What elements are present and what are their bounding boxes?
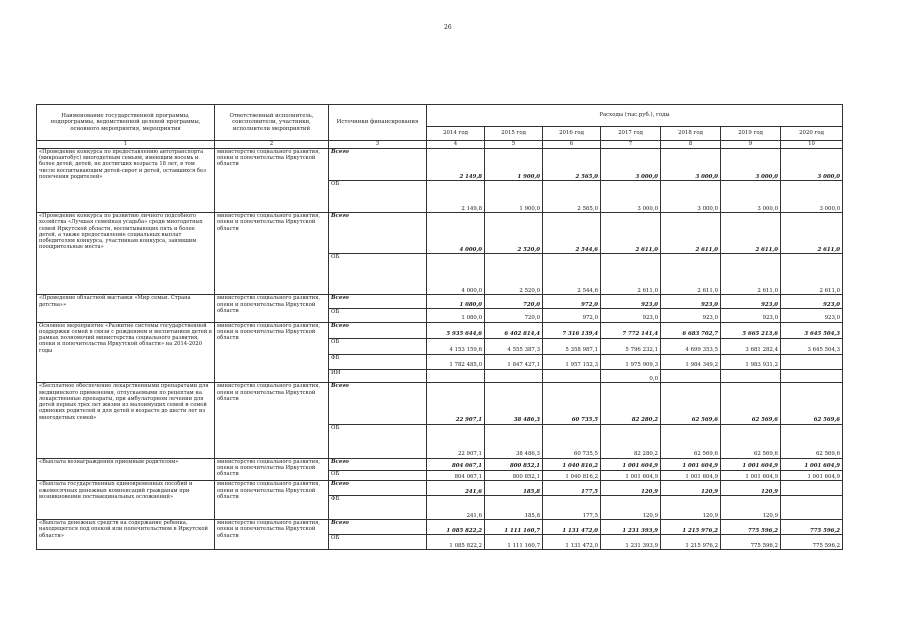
funding-source-cell: ОБ bbox=[329, 424, 427, 458]
expense-value-cell: 1 040 816,2 bbox=[543, 458, 601, 470]
column-number: 3 bbox=[329, 141, 427, 149]
expense-value-cell bbox=[543, 369, 601, 383]
expense-value-cell: 2 544,6 bbox=[543, 254, 601, 295]
column-number: 2 bbox=[215, 141, 329, 149]
expense-value-cell: 804 067,1 bbox=[427, 458, 485, 470]
header-year: 2014 год bbox=[427, 127, 485, 141]
expense-value-cell: 923,0 bbox=[601, 295, 661, 309]
expense-value-cell: 5 665 213,6 bbox=[721, 322, 781, 338]
column-number: 4 bbox=[427, 141, 485, 149]
funding-source-cell: ОБ bbox=[329, 181, 427, 213]
expense-value-cell: 120,9 bbox=[721, 481, 781, 496]
expense-value-cell: 120,9 bbox=[601, 481, 661, 496]
expense-value-cell: 62 569,6 bbox=[721, 424, 781, 458]
expense-value-cell: 1 111 160,7 bbox=[485, 520, 543, 535]
expense-value-cell bbox=[781, 496, 843, 520]
expense-value-cell: 120,9 bbox=[721, 496, 781, 520]
expense-value-cell: 1 847 427,1 bbox=[485, 354, 543, 369]
funding-source-cell: Всего bbox=[329, 213, 427, 254]
funding-source-cell: ОБ bbox=[329, 535, 427, 550]
expense-value-cell: 800 852,1 bbox=[485, 458, 543, 470]
expense-value-cell: 720,0 bbox=[485, 309, 543, 323]
column-number-row bbox=[37, 141, 843, 149]
expense-value-cell: 1 001 604,9 bbox=[661, 458, 721, 470]
expense-value-cell: 1 001 604,9 bbox=[661, 470, 721, 481]
header-expenses: Расходы (тыс.руб.), годы bbox=[427, 105, 843, 127]
column-number: 5 bbox=[485, 141, 543, 149]
expense-value-cell: 4 699 353,5 bbox=[661, 338, 721, 354]
expense-value-cell: 7 772 141,4 bbox=[601, 322, 661, 338]
executor-cell: министерство социального развития, опеки и попечительства Иркутской области bbox=[215, 295, 329, 322]
expense-value-cell: 62 569,6 bbox=[661, 383, 721, 424]
expense-value-cell: 775 596,2 bbox=[721, 535, 781, 550]
expense-value-cell: 2 611,0 bbox=[661, 213, 721, 254]
program-name-cell: «Выплата денежных средств на содержание ребенка, находящегося под опекой или попечительством в Иркутской области» bbox=[37, 520, 215, 550]
expense-value-cell: 6 402 814,4 bbox=[485, 322, 543, 338]
expense-value-cell: 923,0 bbox=[661, 295, 721, 309]
expense-value-cell: 1 001 604,9 bbox=[781, 470, 843, 481]
expense-value-cell: 1 001 604,9 bbox=[781, 458, 843, 470]
expense-value-cell: 1 131 472,0 bbox=[543, 520, 601, 535]
expense-value-cell: 804 067,1 bbox=[427, 470, 485, 481]
expense-value-cell: 3 645 504,3 bbox=[781, 322, 843, 338]
header-year: 2019 год bbox=[721, 127, 781, 141]
expense-value-cell: 2 149,8 bbox=[427, 181, 485, 213]
expense-value-cell: 1 231 393,9 bbox=[601, 520, 661, 535]
page-number: 26 bbox=[444, 24, 452, 31]
expense-value-cell: 923,0 bbox=[601, 309, 661, 323]
column-number: 1 bbox=[37, 141, 215, 149]
expense-value-cell: 923,0 bbox=[781, 309, 843, 323]
column-number: 10 bbox=[781, 141, 843, 149]
expense-value-cell: 120,9 bbox=[661, 481, 721, 496]
expense-value-cell: 7 316 139,4 bbox=[543, 322, 601, 338]
expense-value-cell: 3 000,0 bbox=[661, 181, 721, 213]
funding-source-cell: Всего bbox=[329, 520, 427, 535]
header-year: 2017 год bbox=[601, 127, 661, 141]
expense-value-cell: 1 040 816,2 bbox=[543, 470, 601, 481]
expense-value-cell: 1 782 485,0 bbox=[427, 354, 485, 369]
executor-cell: министерство социального развития, опеки и попечительства Иркутской области bbox=[215, 481, 329, 520]
expense-value-cell: 1 215 976,2 bbox=[661, 520, 721, 535]
expense-value-cell: 720,0 bbox=[485, 295, 543, 309]
executor-cell: министерство социального развития, опеки и попечительства Иркутской области bbox=[215, 149, 329, 213]
expense-value-cell: 2 611,0 bbox=[601, 213, 661, 254]
expense-value-cell: 185,8 bbox=[485, 496, 543, 520]
expense-value-cell: 2 611,0 bbox=[721, 254, 781, 295]
expense-value-cell: 4 153 159,6 bbox=[427, 338, 485, 354]
expense-value-cell: 2 611,0 bbox=[661, 254, 721, 295]
expense-value-cell: 3 000,0 bbox=[781, 181, 843, 213]
program-name-cell: «Проведение областной выставки «Мир семьи. Страна детства»» bbox=[37, 295, 215, 322]
expense-value-cell: 1 231 393,9 bbox=[601, 535, 661, 550]
expense-value-cell: 4 000,0 bbox=[427, 213, 485, 254]
table-row bbox=[37, 295, 843, 309]
program-name-cell: Основное мероприятие «Развитие системы государственной поддержки семей в связи с рождением и воспитанием детей в рамках полномочий министерства социального развития, опеки и попечительства Иркутской области» на 2014-2020 годы bbox=[37, 322, 215, 383]
funding-source-cell: ОБ bbox=[329, 470, 427, 481]
table-row bbox=[37, 520, 843, 535]
funding-source-cell: ИИ bbox=[329, 369, 427, 383]
expense-value-cell: 1 001 604,9 bbox=[601, 470, 661, 481]
expense-value-cell: 60 735,5 bbox=[543, 424, 601, 458]
expense-value-cell: 6 683 702,7 bbox=[661, 322, 721, 338]
expense-value-cell: 1 984 349,2 bbox=[661, 354, 721, 369]
expense-value-cell: 177,5 bbox=[543, 481, 601, 496]
expense-value-cell: 972,0 bbox=[543, 309, 601, 323]
table-body bbox=[37, 149, 843, 550]
expense-value-cell: 1 975 909,3 bbox=[601, 354, 661, 369]
expense-value-cell: 3 000,0 bbox=[721, 149, 781, 181]
expense-value-cell: 800 852,1 bbox=[485, 470, 543, 481]
expense-value-cell: 2 611,0 bbox=[601, 254, 661, 295]
expense-value-cell: 775 596,2 bbox=[781, 535, 843, 550]
column-number: 7 bbox=[601, 141, 661, 149]
expense-value-cell bbox=[661, 369, 721, 383]
expense-value-cell: 2 520,0 bbox=[485, 254, 543, 295]
expense-value-cell: 185,8 bbox=[485, 481, 543, 496]
expense-value-cell: 1 215 976,2 bbox=[661, 535, 721, 550]
expense-value-cell: 3 000,0 bbox=[601, 149, 661, 181]
header-source-column: Источники финансирования bbox=[329, 105, 427, 141]
table-row bbox=[37, 383, 843, 424]
funding-source-cell: Всего bbox=[329, 322, 427, 338]
expense-value-cell: 2 565,0 bbox=[543, 149, 601, 181]
expense-value-cell: 62 569,6 bbox=[781, 424, 843, 458]
table-row bbox=[37, 458, 843, 470]
expense-value-cell: 22 907,1 bbox=[427, 424, 485, 458]
expense-value-cell: 62 569,6 bbox=[661, 424, 721, 458]
expense-value-cell: 1 900,0 bbox=[485, 149, 543, 181]
expense-value-cell: 4 000,0 bbox=[427, 254, 485, 295]
expense-value-cell: 1 983 931,2 bbox=[721, 354, 781, 369]
funding-source-cell: ФБ bbox=[329, 354, 427, 369]
expense-value-cell: 120,9 bbox=[601, 496, 661, 520]
expense-value-cell bbox=[427, 369, 485, 383]
expense-value-cell: 1 131 472,0 bbox=[543, 535, 601, 550]
expense-value-cell: 4 555 387,3 bbox=[485, 338, 543, 354]
program-name-cell: «Бесплатное обеспечение лекарственными препаратами для медицинского применения, отпускаемыми по рецептам на лекарственные препараты, при амбулаторном лечении для детей первых трех лет жизни из малоимущих семей и семей одиноких родителей и для детей в возрасте до шести лет из многодетных семей» bbox=[37, 383, 215, 458]
expense-value-cell: 60 735,5 bbox=[543, 383, 601, 424]
expense-value-cell bbox=[485, 369, 543, 383]
expense-value-cell: 1 085 822,2 bbox=[427, 535, 485, 550]
header-year: 2015 год bbox=[485, 127, 543, 141]
header-year: 2016 год bbox=[543, 127, 601, 141]
program-name-cell: «Проведение конкурса по предоставлению автотранспорта (микроавтобус) многодетным семьям, имеющим восемь и более детей, детей, не достигших возраста 18 лет, в том числе воспитывающим детей-сирот и детей, оставшихся без попечения родителей» bbox=[37, 149, 215, 213]
program-name-cell: «Выплата государственных единовременных пособий и ежемесячных денежных компенсаций гражданам при возникновении поствакцинальных осложнений» bbox=[37, 481, 215, 520]
expense-value-cell: 82 280,2 bbox=[601, 383, 661, 424]
header-year: 2020 год bbox=[781, 127, 843, 141]
header-year: 2018 год bbox=[661, 127, 721, 141]
expense-value-cell: 1 080,0 bbox=[427, 309, 485, 323]
budget-table bbox=[36, 104, 843, 550]
column-number: 8 bbox=[661, 141, 721, 149]
expense-value-cell bbox=[781, 369, 843, 383]
expense-value-cell: 241,6 bbox=[427, 496, 485, 520]
table-row bbox=[37, 149, 843, 181]
expense-value-cell: 2 611,0 bbox=[781, 254, 843, 295]
expense-value-cell: 5 796 232,1 bbox=[601, 338, 661, 354]
funding-source-cell: ОБ bbox=[329, 254, 427, 295]
expense-value-cell: 62 569,6 bbox=[781, 383, 843, 424]
expense-value-cell bbox=[721, 369, 781, 383]
expense-value-cell: 1 001 604,9 bbox=[601, 458, 661, 470]
funding-source-cell: ОБ bbox=[329, 338, 427, 354]
funding-source-cell: ОБ bbox=[329, 309, 427, 323]
expense-value-cell: 5 358 987,1 bbox=[543, 338, 601, 354]
expense-value-cell: 2 544,6 bbox=[543, 213, 601, 254]
header-executor-column: Ответственный исполнитель, соисполнители, участники, исполнители мероприятий bbox=[215, 105, 329, 141]
program-name-cell: «Проведение конкурса по развитию личного подсобного хозяйства «Лучшая семейная усадьба» среди многодетных семей Иркутской области, воспитывающих пять и более детей, а также предоставление социальных выплат победителям конкурса, участникам конкурса, занявшим поощрительные места» bbox=[37, 213, 215, 295]
expense-value-cell: 241,6 bbox=[427, 481, 485, 496]
program-name-cell: «Выплата вознаграждения приемным родителям» bbox=[37, 458, 215, 481]
expense-value-cell: 120,9 bbox=[661, 496, 721, 520]
expense-value-cell: 82 280,2 bbox=[601, 424, 661, 458]
expense-value-cell: 1 001 604,9 bbox=[721, 470, 781, 481]
executor-cell: министерство социального развития, опеки и попечительства Иркутской области bbox=[215, 322, 329, 383]
expense-value-cell: 2 611,0 bbox=[721, 213, 781, 254]
expense-value-cell: 5 935 644,6 bbox=[427, 322, 485, 338]
expense-value-cell: 3 000,0 bbox=[601, 181, 661, 213]
expense-value-cell: 3 000,0 bbox=[661, 149, 721, 181]
table-row bbox=[37, 322, 843, 338]
funding-source-cell: Всего bbox=[329, 149, 427, 181]
executor-cell: министерство социального развития, опеки и попечительства Иркутской области bbox=[215, 520, 329, 550]
executor-cell: министерство социального развития, опеки и попечительства Иркутской области bbox=[215, 213, 329, 295]
expense-value-cell: 38 486,3 bbox=[485, 424, 543, 458]
expense-value-cell: 1 900,0 bbox=[485, 181, 543, 213]
expense-value-cell: 775 596,2 bbox=[781, 520, 843, 535]
expense-value-cell: 923,0 bbox=[721, 309, 781, 323]
executor-cell: министерство социального развития, опеки и попечительства Иркутской области bbox=[215, 383, 329, 458]
expense-value-cell: 923,0 bbox=[661, 309, 721, 323]
expense-value-cell: 38 486,3 bbox=[485, 383, 543, 424]
funding-source-cell: Всего bbox=[329, 458, 427, 470]
expense-value-cell: 3 000,0 bbox=[781, 149, 843, 181]
table-row bbox=[37, 481, 843, 496]
expense-value-cell: 775 596,2 bbox=[721, 520, 781, 535]
expense-value-cell: 2 520,0 bbox=[485, 213, 543, 254]
column-number: 9 bbox=[721, 141, 781, 149]
expense-value-cell: 3 681 282,4 bbox=[721, 338, 781, 354]
column-number: 6 bbox=[543, 141, 601, 149]
expense-value-cell bbox=[781, 354, 843, 369]
expense-value-cell: 2 565,0 bbox=[543, 181, 601, 213]
funding-source-cell: Всего bbox=[329, 481, 427, 496]
expense-value-cell: 3 000,0 bbox=[721, 181, 781, 213]
expense-value-cell: 1 085 822,2 bbox=[427, 520, 485, 535]
expense-value-cell: 1 957 152,3 bbox=[543, 354, 601, 369]
expense-value-cell: 1 111 160,7 bbox=[485, 535, 543, 550]
header-name-column: Наименование государственной программы, подпрограммы, ведомственной целевой программы, основного мероприятия, мероприятия bbox=[37, 105, 215, 141]
expense-value-cell: 2 611,0 bbox=[781, 213, 843, 254]
executor-cell: министерство социального развития, опеки и попечительства Иркутской области bbox=[215, 458, 329, 481]
expense-value-cell: 1 001 604,9 bbox=[721, 458, 781, 470]
expense-value-cell: 923,0 bbox=[721, 295, 781, 309]
funding-source-cell: Всего bbox=[329, 383, 427, 424]
expense-value-cell: 62 569,6 bbox=[721, 383, 781, 424]
expense-value-cell: 972,0 bbox=[543, 295, 601, 309]
expense-value-cell: 0,0 bbox=[601, 369, 661, 383]
expense-value-cell bbox=[781, 481, 843, 496]
expense-value-cell: 2 149,8 bbox=[427, 149, 485, 181]
expense-value-cell: 3 645 504,3 bbox=[781, 338, 843, 354]
funding-source-cell: ФБ bbox=[329, 496, 427, 520]
table-row bbox=[37, 213, 843, 254]
expense-value-cell: 1 080,0 bbox=[427, 295, 485, 309]
funding-source-cell: Всего bbox=[329, 295, 427, 309]
expense-value-cell: 923,0 bbox=[781, 295, 843, 309]
expense-value-cell: 177,5 bbox=[543, 496, 601, 520]
expense-value-cell: 22 907,1 bbox=[427, 383, 485, 424]
